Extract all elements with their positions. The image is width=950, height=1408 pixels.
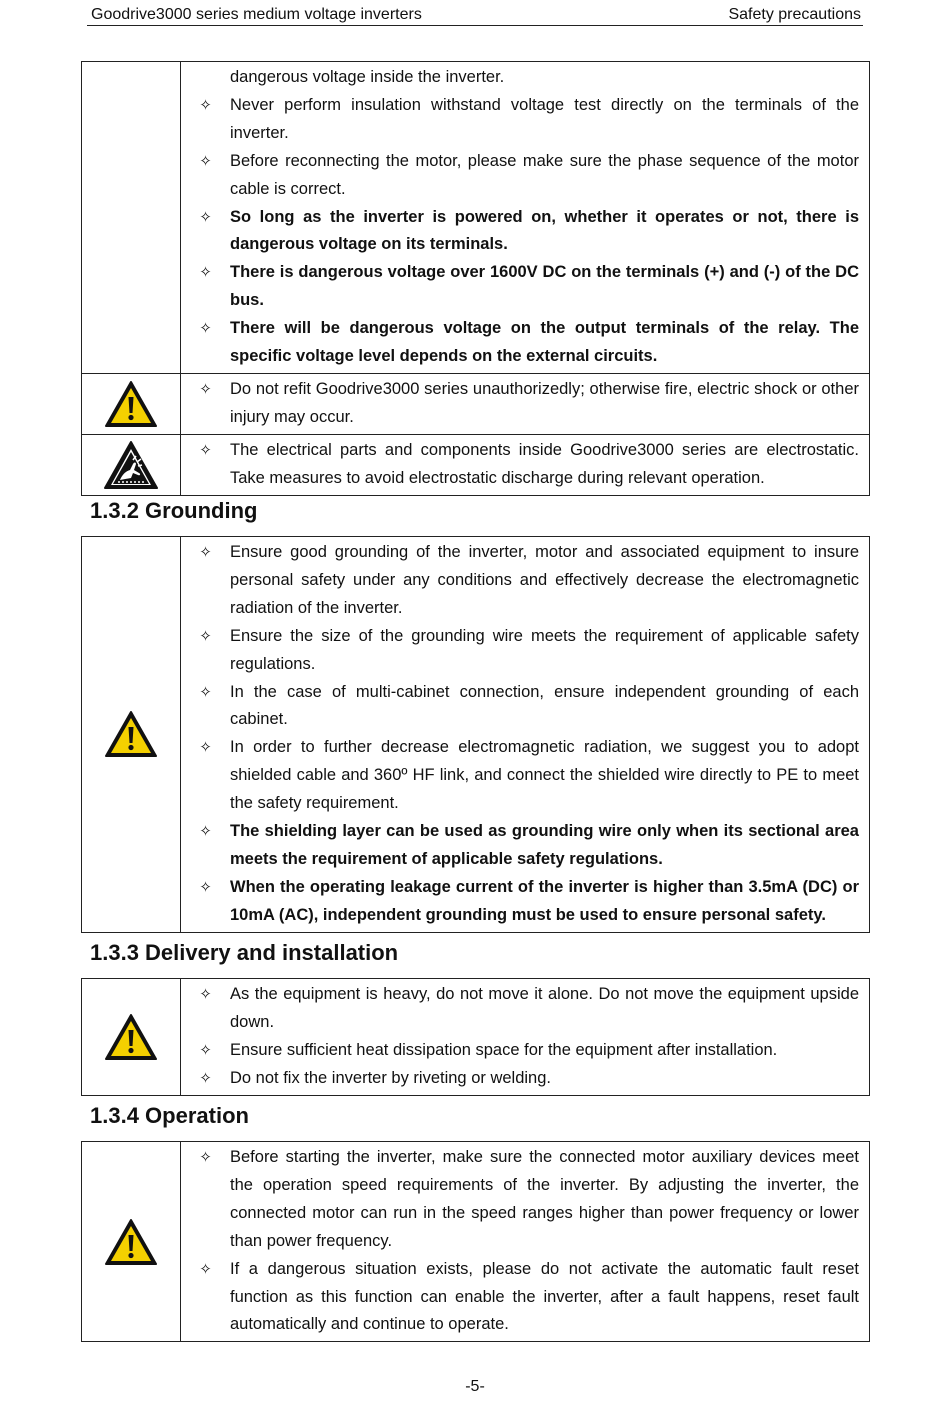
bullet-icon: ✧ bbox=[199, 627, 212, 645]
list-item-text: Never perform insulation withstand voltage test directly on the terminals of the inverter. bbox=[230, 95, 859, 142]
list-item-text: Ensure sufficient heat dissipation space for the equipment after installation. bbox=[230, 1040, 778, 1059]
bullet-icon: ✧ bbox=[199, 320, 212, 338]
list-item bbox=[181, 981, 859, 1037]
warning-triangle-icon bbox=[104, 710, 158, 758]
warning-triangle-icon bbox=[104, 1013, 158, 1061]
list-item-text: In order to further decrease electromagnetic radiation, we suggest you to adopt shielded cable and 360º HF link, and connect the shielded wire directly to PE to meet the safety requirement. bbox=[230, 738, 859, 813]
table-row bbox=[82, 373, 869, 434]
list-item bbox=[181, 623, 859, 679]
warning-triangle-icon bbox=[104, 1218, 158, 1266]
bullet-icon: ✧ bbox=[199, 878, 212, 896]
table-row bbox=[82, 979, 869, 1095]
list-item bbox=[181, 1065, 859, 1093]
icon-cell bbox=[82, 537, 181, 932]
list-item-text: Do not fix the inverter by riveting or welding. bbox=[230, 1068, 551, 1087]
bullet-icon: ✧ bbox=[199, 441, 212, 459]
continuation-text: dangerous voltage inside the inverter. bbox=[230, 68, 505, 86]
bullet-icon: ✧ bbox=[199, 683, 212, 701]
bullet-icon: ✧ bbox=[199, 1069, 212, 1087]
list-item-text: The electrical parts and components inside Goodrive3000 series are electrostatic. Take measures to avoid electrostatic discharge during relevant operation. bbox=[230, 440, 859, 487]
list-item-text: So long as the inverter is powered on, whether it operates or not, there is dangerous voltage on its terminals. bbox=[230, 207, 859, 254]
list-item bbox=[181, 259, 859, 315]
list-item-text: Before reconnecting the motor, please make sure the phase sequence of the motor cable is correct. bbox=[230, 151, 859, 198]
list-item-text: Ensure the size of the grounding wire meets the requirement of applicable safety regulations. bbox=[230, 626, 859, 673]
bullet-icon: ✧ bbox=[199, 739, 212, 757]
list-item bbox=[181, 734, 859, 818]
list-item bbox=[181, 539, 859, 623]
list-item bbox=[181, 1256, 859, 1340]
icon-cell bbox=[82, 435, 181, 495]
table-row bbox=[82, 434, 869, 495]
header-title: Goodrive3000 series medium voltage inverters bbox=[91, 6, 422, 23]
icon-cell bbox=[82, 1142, 181, 1341]
table-row bbox=[82, 1142, 869, 1341]
list-item-text: Ensure good grounding of the inverter, motor and associated equipment to insure personal safety under any conditions and effectively decrease the electromagnetic radiation of the inverter. bbox=[230, 543, 859, 617]
safety-table-electric bbox=[81, 61, 870, 496]
bullet-icon: ✧ bbox=[199, 1260, 212, 1278]
list-item-text: Do not refit Goodrive3000 series unauthorizedly; otherwise fire, electric shock or other injury may occur. bbox=[230, 379, 859, 426]
section-title-grounding: 1.3.2 Grounding bbox=[90, 498, 258, 523]
list-item bbox=[181, 204, 859, 260]
header-section: Safety precautions bbox=[728, 6, 861, 23]
list-item-text: The shielding layer can be used as grounding wire only when its sectional area meets the requirement of applicable safety regulations. bbox=[230, 822, 859, 868]
bullet-icon: ✧ bbox=[199, 1149, 212, 1166]
list-item-text: There will be dangerous voltage on the output terminals of the relay. The specific voltage level depends on the external circuits. bbox=[230, 319, 859, 366]
icon-cell bbox=[82, 374, 181, 434]
table-row bbox=[82, 62, 869, 373]
list-item-text: In the case of multi-cabinet connection, ensure independent grounding of each cabinet. bbox=[230, 682, 859, 729]
list-item bbox=[181, 92, 859, 148]
page-number: -5- bbox=[465, 1378, 485, 1395]
list-item-text: As the equipment is heavy, do not move it alone. Do not move the equipment upside down. bbox=[230, 985, 859, 1031]
icon-cell-empty bbox=[82, 62, 181, 373]
bullet-icon: ✧ bbox=[199, 380, 212, 398]
page-header bbox=[87, 5, 863, 26]
warning-triangle-icon bbox=[104, 380, 158, 428]
list-item bbox=[181, 376, 859, 432]
list-item-text: There is dangerous voltage over 1600V DC on the terminals (+) and (-) of the DC bus. bbox=[230, 263, 859, 310]
bullet-icon: ✧ bbox=[199, 208, 212, 226]
bullet-icon: ✧ bbox=[199, 544, 212, 561]
bullet-icon: ✧ bbox=[199, 986, 212, 1003]
list-item bbox=[181, 874, 859, 930]
table-row bbox=[82, 537, 869, 932]
list-item bbox=[181, 148, 859, 204]
list-item-text: If a dangerous situation exists, please do not activate the automatic fault reset function as this function can enable the inverter, after a fault happens, reset fault automatically and continue to operate. bbox=[230, 1259, 859, 1334]
list-item bbox=[181, 1144, 859, 1256]
list-item-text: When the operating leakage current of the inverter is higher than 3.5mA (DC) or 10mA (AC), independent grounding must be used to ensure personal safety. bbox=[230, 877, 859, 924]
bullet-icon: ✧ bbox=[199, 96, 212, 114]
list-item bbox=[181, 437, 859, 493]
bullet-icon: ✧ bbox=[199, 264, 212, 282]
bullet-icon: ✧ bbox=[199, 823, 212, 841]
section-title-delivery: 1.3.3 Delivery and installation bbox=[90, 940, 399, 965]
bullet-icon: ✧ bbox=[199, 152, 212, 170]
list-item bbox=[181, 64, 859, 92]
list-item bbox=[181, 315, 859, 371]
safety-table-grounding bbox=[81, 536, 870, 933]
section-title-operation: 1.3.4 Operation bbox=[90, 1103, 249, 1128]
list-item bbox=[181, 818, 859, 874]
safety-table-delivery bbox=[81, 978, 870, 1096]
icon-cell bbox=[82, 979, 181, 1095]
electrostatic-hazard-icon bbox=[103, 440, 159, 490]
list-item bbox=[181, 1037, 859, 1065]
list-item-text: Before starting the inverter, make sure the connected motor auxiliary devices meet the operation speed requirements of the inverter. By adjusting the inverter, the connected motor can run in the speed ranges higher than power frequency or lower than power frequency. bbox=[230, 1148, 859, 1250]
list-item bbox=[181, 679, 859, 735]
bullet-icon: ✧ bbox=[199, 1041, 212, 1059]
safety-table-operation bbox=[81, 1141, 870, 1342]
